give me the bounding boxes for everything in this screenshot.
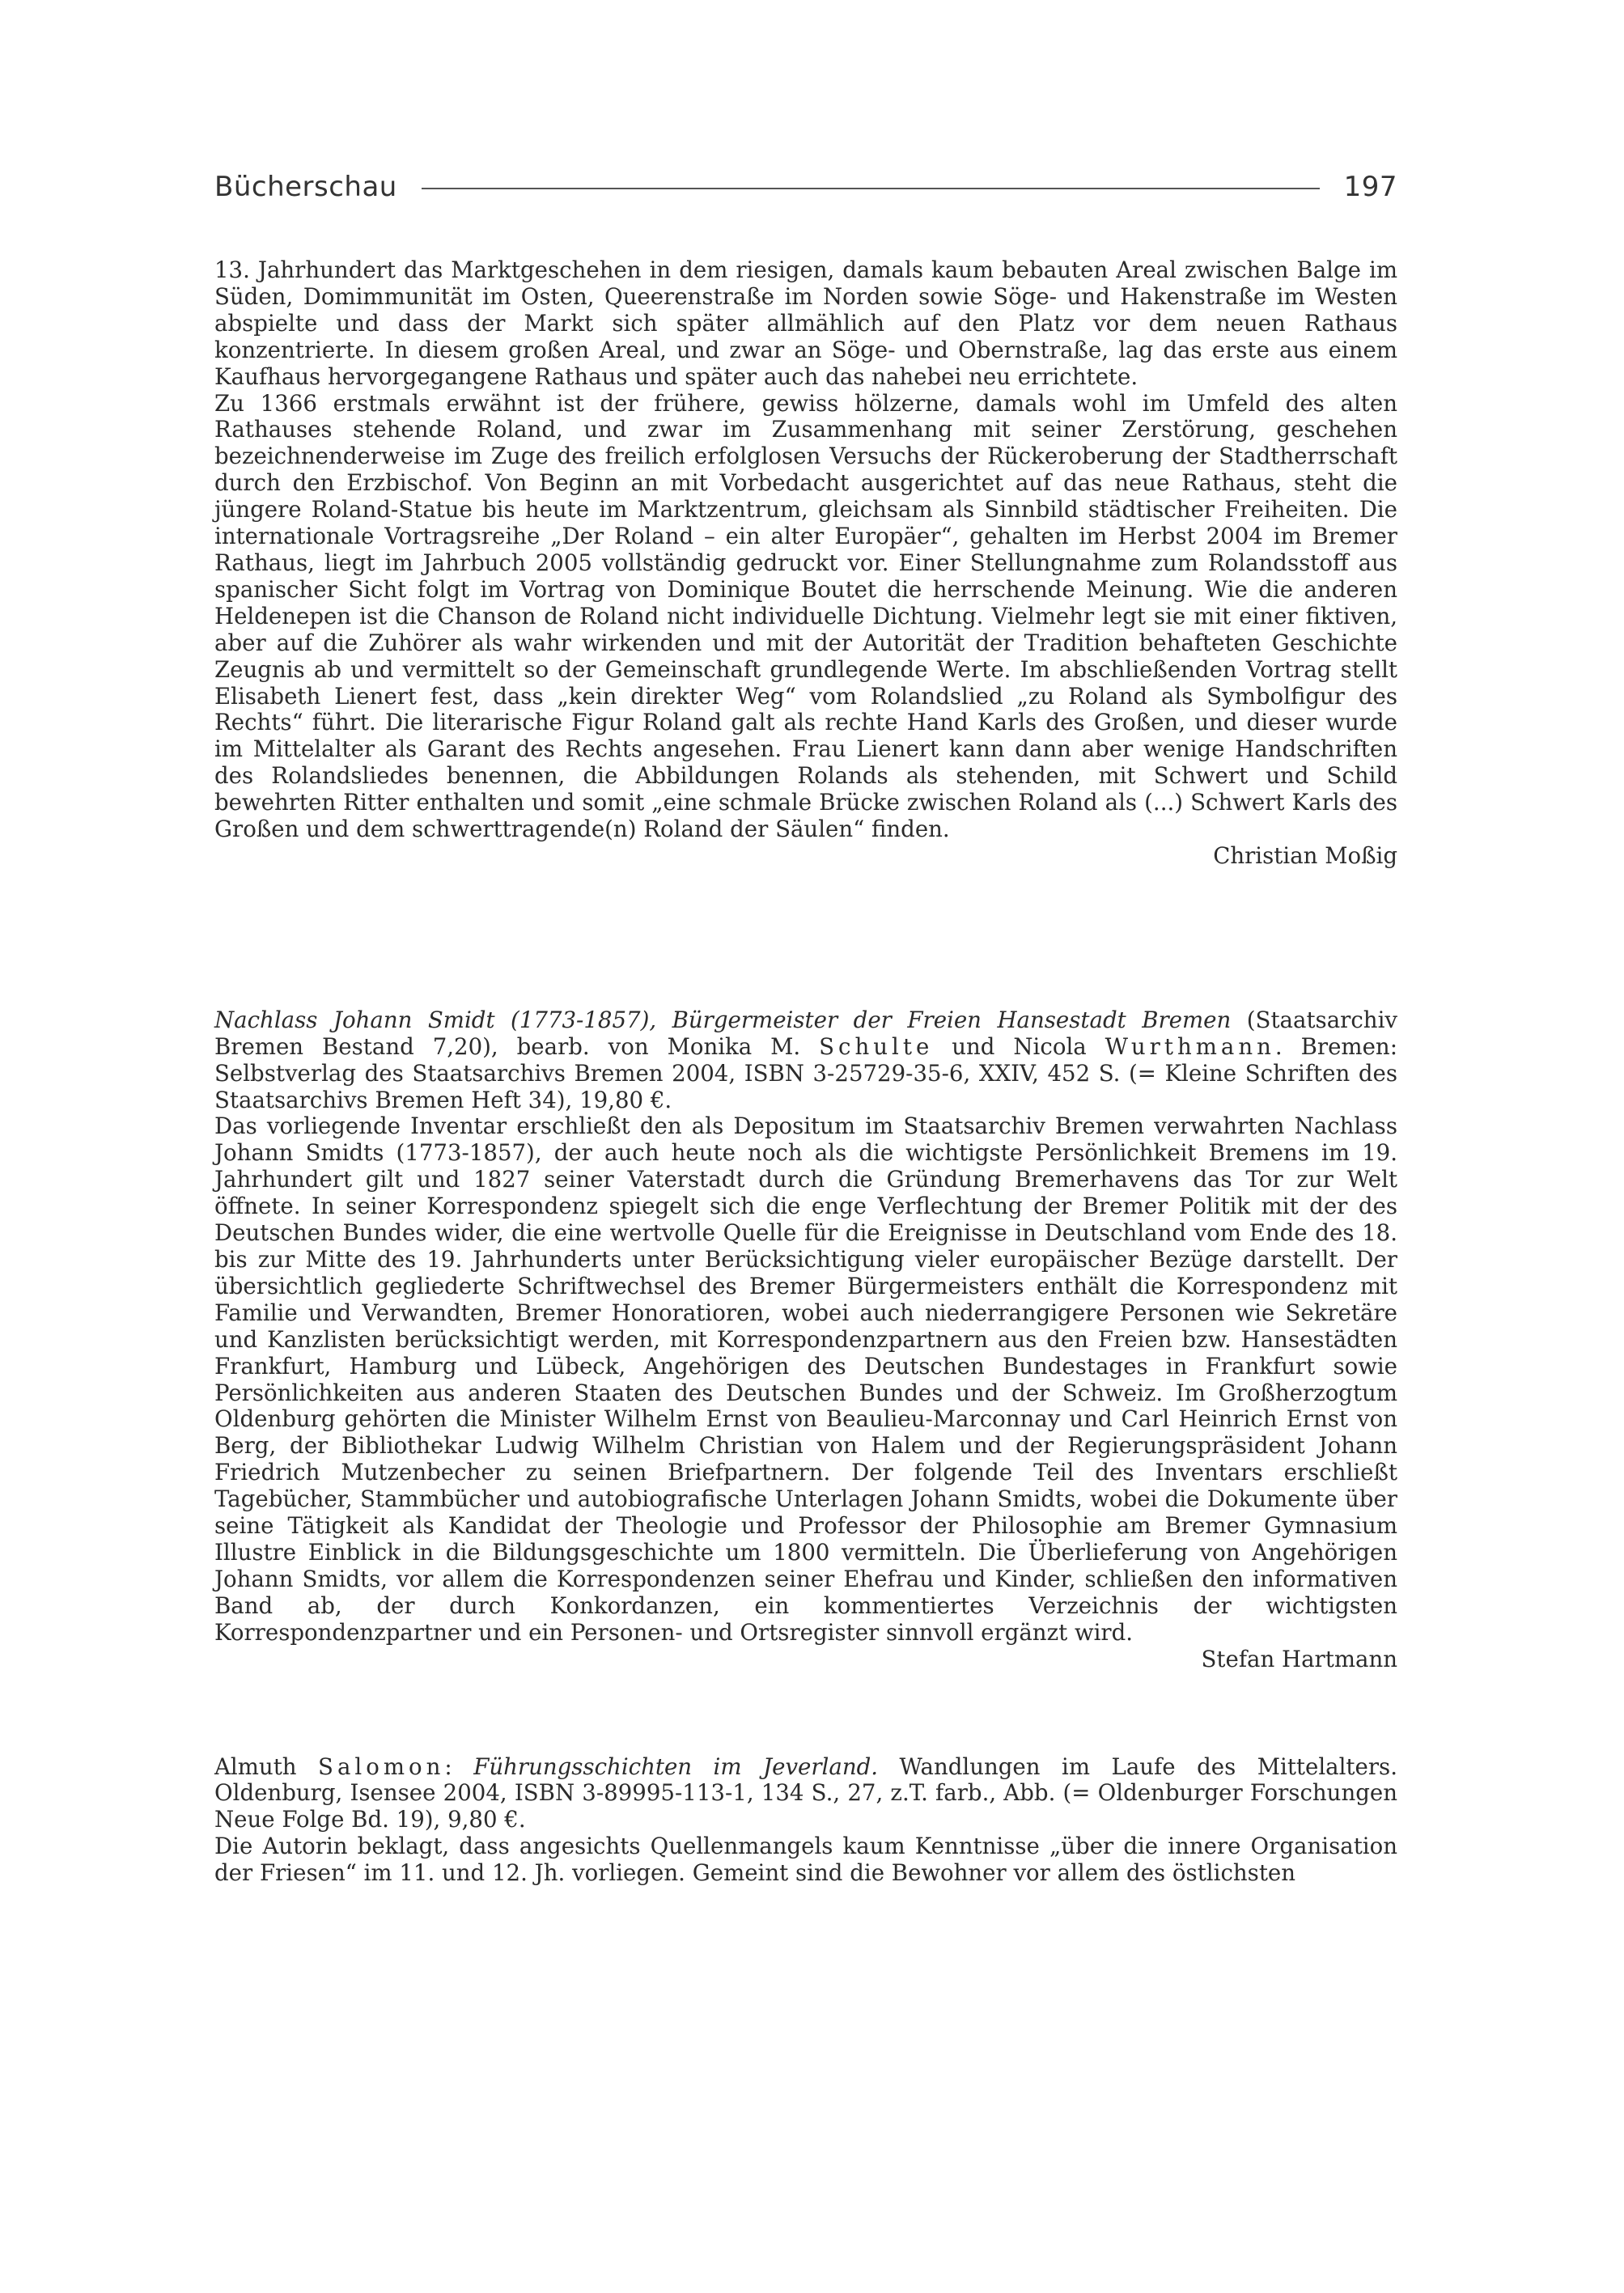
reviewer-signature: Stefan Hartmann [1201, 1645, 1397, 1672]
book-title: Nachlass Johann Smidt (1773-1857), Bürgermeister der Freien Hansestadt Bremen [214, 1006, 1232, 1033]
paragraph: Die Autorin beklagt, dass angesichts Quellenmangels kaum Kenntnisse „über die innere Organisation der Friesen“ im 11. und 12. Jh. vorliegen. Gemeint sind die Bewohner vor allem des östlichsten [214, 1833, 1397, 1887]
page-content [214, 257, 1397, 1887]
reviewer-signature: Christian Moßig [1213, 841, 1397, 869]
citation-text: und Nicola [933, 1032, 1105, 1060]
bibliographic-citation [214, 1007, 1397, 1114]
citation-text: . Bremen: Selbstverlag des Staatsarchivs Bremen 2004, ISBN 3-25729-35-6, XXIV, 452 S. (= Kleine Schriften des Staatsarchivs Bremen Heft 34), 19,80 €. [214, 1032, 1397, 1113]
editor-name: Schulte [819, 1032, 934, 1060]
citation-text: : [444, 1753, 474, 1780]
header-rule [422, 188, 1320, 189]
paragraph: Zu 1366 erstmals erwähnt ist der frühere, gewiss hölzerne, damals wohl im Umfeld des alten Rathauses stehende Roland, und zwar im Zusammenhang mit seiner Zerstörung, geschehen bezeichnenderweise im Zuge des freilich erfolglosen Versuchs der Rückeroberung der Stadtherrschaft durch den Erzbischof. Von Beginn an mit Vorbedacht ausgerichtet auf das neue Rathaus, steht die jüngere Roland-Statue bis heute im Marktzentrum, gleichsam als Sinnbild städtischer Freiheiten. Die internationale Vortragsreihe „Der Roland – ein alter Europäer“, gehalten im Herbst 2004 im Bremer Rathaus, liegt im Jahrbuch 2005 vollständig gedruckt vor. Einer Stellungnahme zum Rolandsstoff aus spanischer Sicht folgt im Vortrag von Dominique Boutet die herrschende Meinung. Wie die anderen Heldenepen ist die Chanson de Roland nicht individuelle Dichtung. Vielmehr legt sie mit einer fiktiven, aber auf die Zuhörer als wahr wirkenden und mit der Autorität der Tradition behafteten Geschichte Zeugnis ab und vermittelt so der Gemeinschaft grundlegende Werte. Im abschließenden Vortrag stellt Elisabeth Lienert fest, dass „kein direkter Weg“ vom Rolandslied „zu Roland als Symbolfigur des Rechts“ führt. Die literarische Figur Roland galt als rechte Hand Karls des Großen, und dieser wurde im Mittelalter als Garant des Rechts angesehen. Frau Lienert kann dann aber wenige Handschriften des Rolandsliedes benennen, die Abbildungen Rolands als stehenden, mit Schwert und Schild bewehrten Ritter enthalten und somit „eine schmale Brücke zwischen Roland als (...) Schwert Karls des Großen und dem schwerttragende(n) Roland der Säulen“ finden. [214, 389, 1397, 843]
bibliographic-citation [214, 1754, 1397, 1834]
author-last-name: Salomon [318, 1753, 445, 1780]
citation-text: (Staatsarchiv Bremen Bestand 7,20), bearb. von Monika M. [214, 1006, 1397, 1060]
review-smidt [214, 1007, 1397, 1673]
running-head [214, 167, 1397, 207]
review-roland [214, 257, 1397, 870]
editor-name: Wurthmann [1105, 1032, 1275, 1060]
paragraph: Das vorliegende Inventar erschließt den als Depositum im Staatsarchiv Bremen verwahrten Nachlass Johann Smidts (1773-1857), der auch heute noch als die wichtigste Persönlichkeit Bremens im 19. Jahrhundert gilt und 1827 seiner Vaterstadt durch die Gründung Bremerhavens das Tor zur Welt öffnete. In seiner Korrespondenz spiegelt sich die enge Verflechtung der Bremer Politik mit der des Deutschen Bundes wider, die eine wertvolle Quelle für die Ereignisse in Deutschland vom Ende des 18. bis zur Mitte des 19. Jahrhunderts unter Berücksichtigung vieler europäischer Bezüge darstellt. Der übersichtlich gegliederte Schriftwechsel des Bremer Bürgermeisters enthält die Korrespondenz mit Familie und Verwandten, Bremer Honoratioren, wobei auch niederrangigere Personen wie Sekretäre und Kanzlisten berücksichtigt werden, mit Korrespondenzpartnern aus den Freien bzw. Hansestädten Frankfurt, Hamburg und Lübeck, Angehörigen des Deutschen Bundestages in Frankfurt sowie Persönlichkeiten aus anderen Staaten des Deutschen Bundes und der Schweiz. Im Großherzogtum Oldenburg gehörten die Minister Wilhelm Ernst von Beaulieu-Marconnay und Carl Heinrich Ernst von Berg, der Bibliothekar Ludwig Wilhelm Christian von Halem und der Regierungspräsident Johann Friedrich Mutzenbecher zu seinen Briefpartnern. Der folgende Teil des Inventars erschließt Tagebücher, Stammbücher und autobiografische Unterlagen Johann Smidts, wobei die Dokumente über seine Tätigkeit als Kandidat der Theologie und Professor der Philosophie am Bremer Gymnasium Illustre Einblick in die Bildungsgeschichte um 1800 vermitteln. Die Überlieferung von Angehörigen Johann Smidts, vor allem die Korrespondenzen seiner Ehefrau und Kinder, schließen den informativen Band ab, der durch Konkordanzen, ein kommentiertes Verzeichnis der wichtigsten Korrespondenzpartner und ein Personen- und Ortsregister sinnvoll ergänzt wird. [214, 1113, 1397, 1646]
citation-text: Wandlungen im Laufe des Mittelalters. Oldenburg, Isensee 2004, ISBN 3-89995-113-1, 134 S., 27, z.T. farb., Abb. (= Oldenburger Forschungen Neue Folge Bd. 19), 9,80 €. [214, 1753, 1397, 1833]
review-jeverland [214, 1754, 1397, 1888]
book-page [214, 0, 1397, 2293]
author-first-name: Almuth [214, 1753, 319, 1780]
paragraph: 13. Jahrhundert das Marktgeschehen in dem riesigen, damals kaum bebauten Areal zwischen Balge im Süden, Domimmunität im Osten, Queerenstraße im Norden sowie Söge- und Hakenstraße im Westen abspielte und dass der Markt sich später allmählich auf den Platz vor dem neuen Rathaus konzentrierte. In diesem großen Areal, und zwar an Söge- und Obernstraße, lag das erste aus einem Kaufhaus hervorgegangene Rathaus und später auch das nahebei neu errichtete. [214, 256, 1397, 390]
page-number: 197 [1343, 171, 1397, 203]
book-title: Führungsschichten im Jeverland. [473, 1753, 879, 1780]
section-title: Bücherschau [214, 171, 397, 203]
